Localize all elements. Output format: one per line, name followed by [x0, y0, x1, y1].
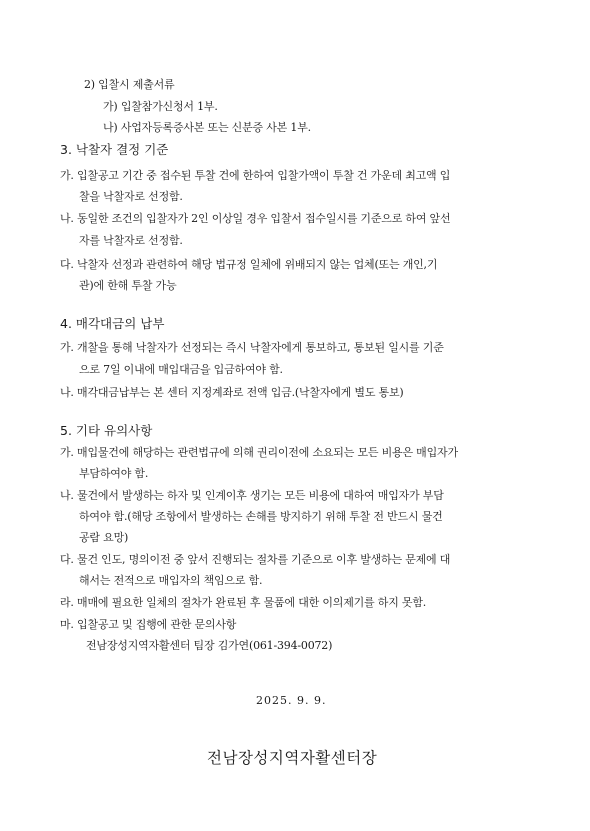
section-3-item-na-line2: 자를 낙찰자로 선정함. [79, 234, 183, 247]
section-5-item-ga-line1: 가. 매입물건에 해당하는 관련법규에 의해 권리이전에 소요되는 모든 비용은 매입자가 [60, 446, 458, 459]
section-5-item-da-line1: 다. 물건 인도, 명의이전 중 앞서 진행되는 절차를 기준으로 이후 발생하는 문제에 대 [60, 553, 451, 566]
document-date: 2025. 9. 9. [256, 694, 327, 707]
section-3-item-na-line1: 나. 동일한 조건의 입찰자가 2인 이상일 경우 입찰서 접수일시를 기준으로 하여 앞선 [60, 212, 451, 225]
section-3-item-da-line1: 다. 낙찰자 선정과 관련하여 해당 법규정 일체에 위배되지 않는 업체(또는 개인,기 [60, 258, 438, 271]
section-5-item-ra: 라. 매매에 필요한 일체의 절차가 완료된 후 물품에 대한 이의제기를 하지 못함. [60, 596, 427, 609]
doc-item-business-registration: 나) 사업자등록증사본 또는 신분증 사본 1부. [103, 121, 311, 134]
section-4-item-na: 나. 매각대금납부는 본 센터 지정계좌로 전액 입금.(낙찰자에게 별도 통보) [60, 386, 404, 399]
section-5-item-na-line1: 나. 물건에서 발생하는 하자 및 인계이후 생기는 모든 비용에 대하여 매입자가 부담 [60, 489, 444, 502]
section-5-item-da-line2: 해서는 전적으로 매입자의 책임으로 함. [79, 574, 263, 587]
section-3-item-ga-line1: 가. 입찰공고 기간 중 접수된 투찰 건에 한하여 입찰가액이 투찰 건 가운데 최고액 입 [60, 169, 451, 182]
section-5-item-na-line2: 하여야 함.(해당 조항에서 발생하는 손해를 방지하기 위해 투찰 전 반드시 물건 [79, 510, 443, 523]
section-4-item-ga-line2: 으로 7일 이내에 매입대금을 입금하여야 함. [79, 363, 283, 376]
section-5-item-ma: 마. 입찰공고 및 집행에 관한 문의사항 [60, 618, 237, 631]
signature-title: 전남장성지역자활센터장 [207, 749, 378, 767]
section-4-item-ga-line1: 가. 개찰을 통해 낙찰자가 선정되는 즉시 낙찰자에게 통보하고, 통보된 일시를 기준 [60, 341, 444, 354]
contact-info: 전남장성지역자활센터 팀장 김가연(061-394-0072) [86, 639, 333, 652]
section-3-item-da-line2: 관)에 한해 투찰 가능 [79, 279, 177, 292]
section-5-heading: 5. 기타 유의사항 [60, 423, 153, 438]
section-3-item-ga-line2: 찰을 낙찰자로 선정함. [79, 190, 183, 203]
section-5-item-na-line3: 공람 요망) [79, 531, 129, 544]
section-4-heading: 4. 매각대금의 납부 [60, 316, 165, 331]
submission-docs-heading: 2) 입찰시 제출서류 [84, 78, 175, 91]
doc-item-application: 가) 입찰참가신청서 1부. [103, 100, 218, 113]
section-3-heading: 3. 낙찰자 결정 기준 [60, 142, 169, 157]
section-5-item-ga-line2: 부담하여야 함. [79, 467, 149, 480]
